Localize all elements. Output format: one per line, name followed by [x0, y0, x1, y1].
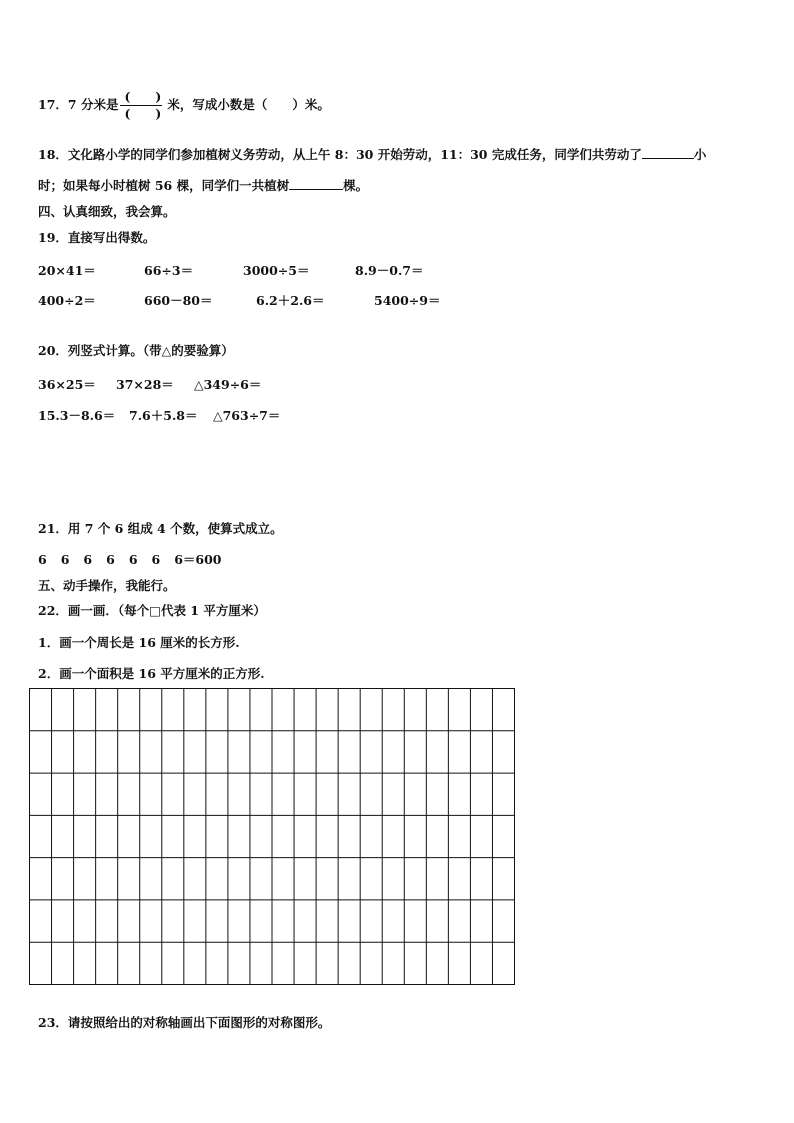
q17-text-b: 米，写成小数是（ ）米。: [167, 97, 330, 112]
q20-title: 20．列竖式计算。（带△的要验算）: [38, 343, 234, 358]
q19-title: 19．直接写出得数。: [38, 230, 156, 245]
section-5-heading: 五、动手操作，我能行。: [38, 578, 176, 593]
fraction-numerator: ( ): [124, 89, 162, 104]
q18-blank-trees[interactable]: [289, 177, 343, 190]
q19-r2-c4: 5400÷9＝: [374, 293, 441, 308]
q21-digit: 6: [83, 552, 93, 567]
q20-r1-c2: 37×28＝: [116, 377, 174, 392]
q21-digit: 6: [106, 552, 115, 567]
q18-line2: [38, 177, 368, 194]
drawing-grid[interactable]: [29, 688, 515, 985]
fraction-denominator: ( ): [124, 106, 162, 121]
q20-r2-c1: 15.3－8.6＝: [38, 408, 116, 423]
q19-r1-c1: 20×41＝: [38, 263, 96, 278]
q21-digit: 6: [128, 552, 138, 567]
q21-digit: 6: [151, 552, 161, 567]
q18-line1: [38, 146, 706, 163]
q22-item-1: 1．画一个周长是 16 厘米的长方形.: [38, 635, 240, 650]
q18-blank-hours[interactable]: [642, 146, 694, 159]
q23-title: 23．请按照给出的对称轴画出下面图形的对称图形。: [38, 1015, 331, 1030]
section-4-heading: 四、认真细致，我会算。: [38, 204, 176, 219]
q19-r1-c2: 66÷3＝: [144, 263, 194, 278]
q20-r1-c1: 36×25＝: [38, 377, 96, 392]
q18-text-2a: 时；如果每小时植树 56 棵，同学们一共植树: [38, 178, 290, 193]
q20-r2-c2: 7.6＋5.8＝: [129, 408, 198, 423]
q17: [38, 90, 330, 121]
q19-r2-c2: 660－80＝: [144, 293, 213, 308]
q21-expression: [38, 552, 222, 568]
q20-r2-c3: △763÷7＝: [213, 408, 281, 423]
q17-number: 17．: [38, 97, 68, 112]
q19-r2-c1: 400÷2＝: [38, 293, 96, 308]
q20-r1-c3: △349÷6＝: [194, 377, 262, 392]
q21-title: 21．用 7 个 6 组成 4 个数，使算式成立。: [38, 521, 283, 536]
q22-title: 22．画一画．（每个□代表 1 平方厘米）: [38, 603, 266, 618]
q19-r1-c4: 8.9－0.7＝: [355, 263, 424, 278]
grid-lines: [29, 688, 515, 985]
q21-digit: 6: [38, 552, 47, 567]
q21-digit: 6: [60, 552, 70, 567]
q17-text-a: 7 分米是: [67, 97, 119, 112]
q19-r1-c3: 3000÷5＝: [243, 263, 310, 278]
q19-r2-c3: 6.2＋2.6＝: [256, 293, 325, 308]
q17-fraction: [120, 90, 165, 121]
q18-text: 18．文化路小学的同学们参加植树义务劳动，从上午 8：30 开始劳动，11：30 完成任务，同学们共劳动了: [38, 147, 642, 162]
q21-digit-result: 6＝600: [174, 552, 222, 567]
q18-text-2b: 棵。: [343, 178, 369, 193]
q22-item-2: 2．画一个面积是 16 平方厘米的正方形.: [38, 666, 265, 681]
q18-text-end: 小: [693, 147, 707, 162]
